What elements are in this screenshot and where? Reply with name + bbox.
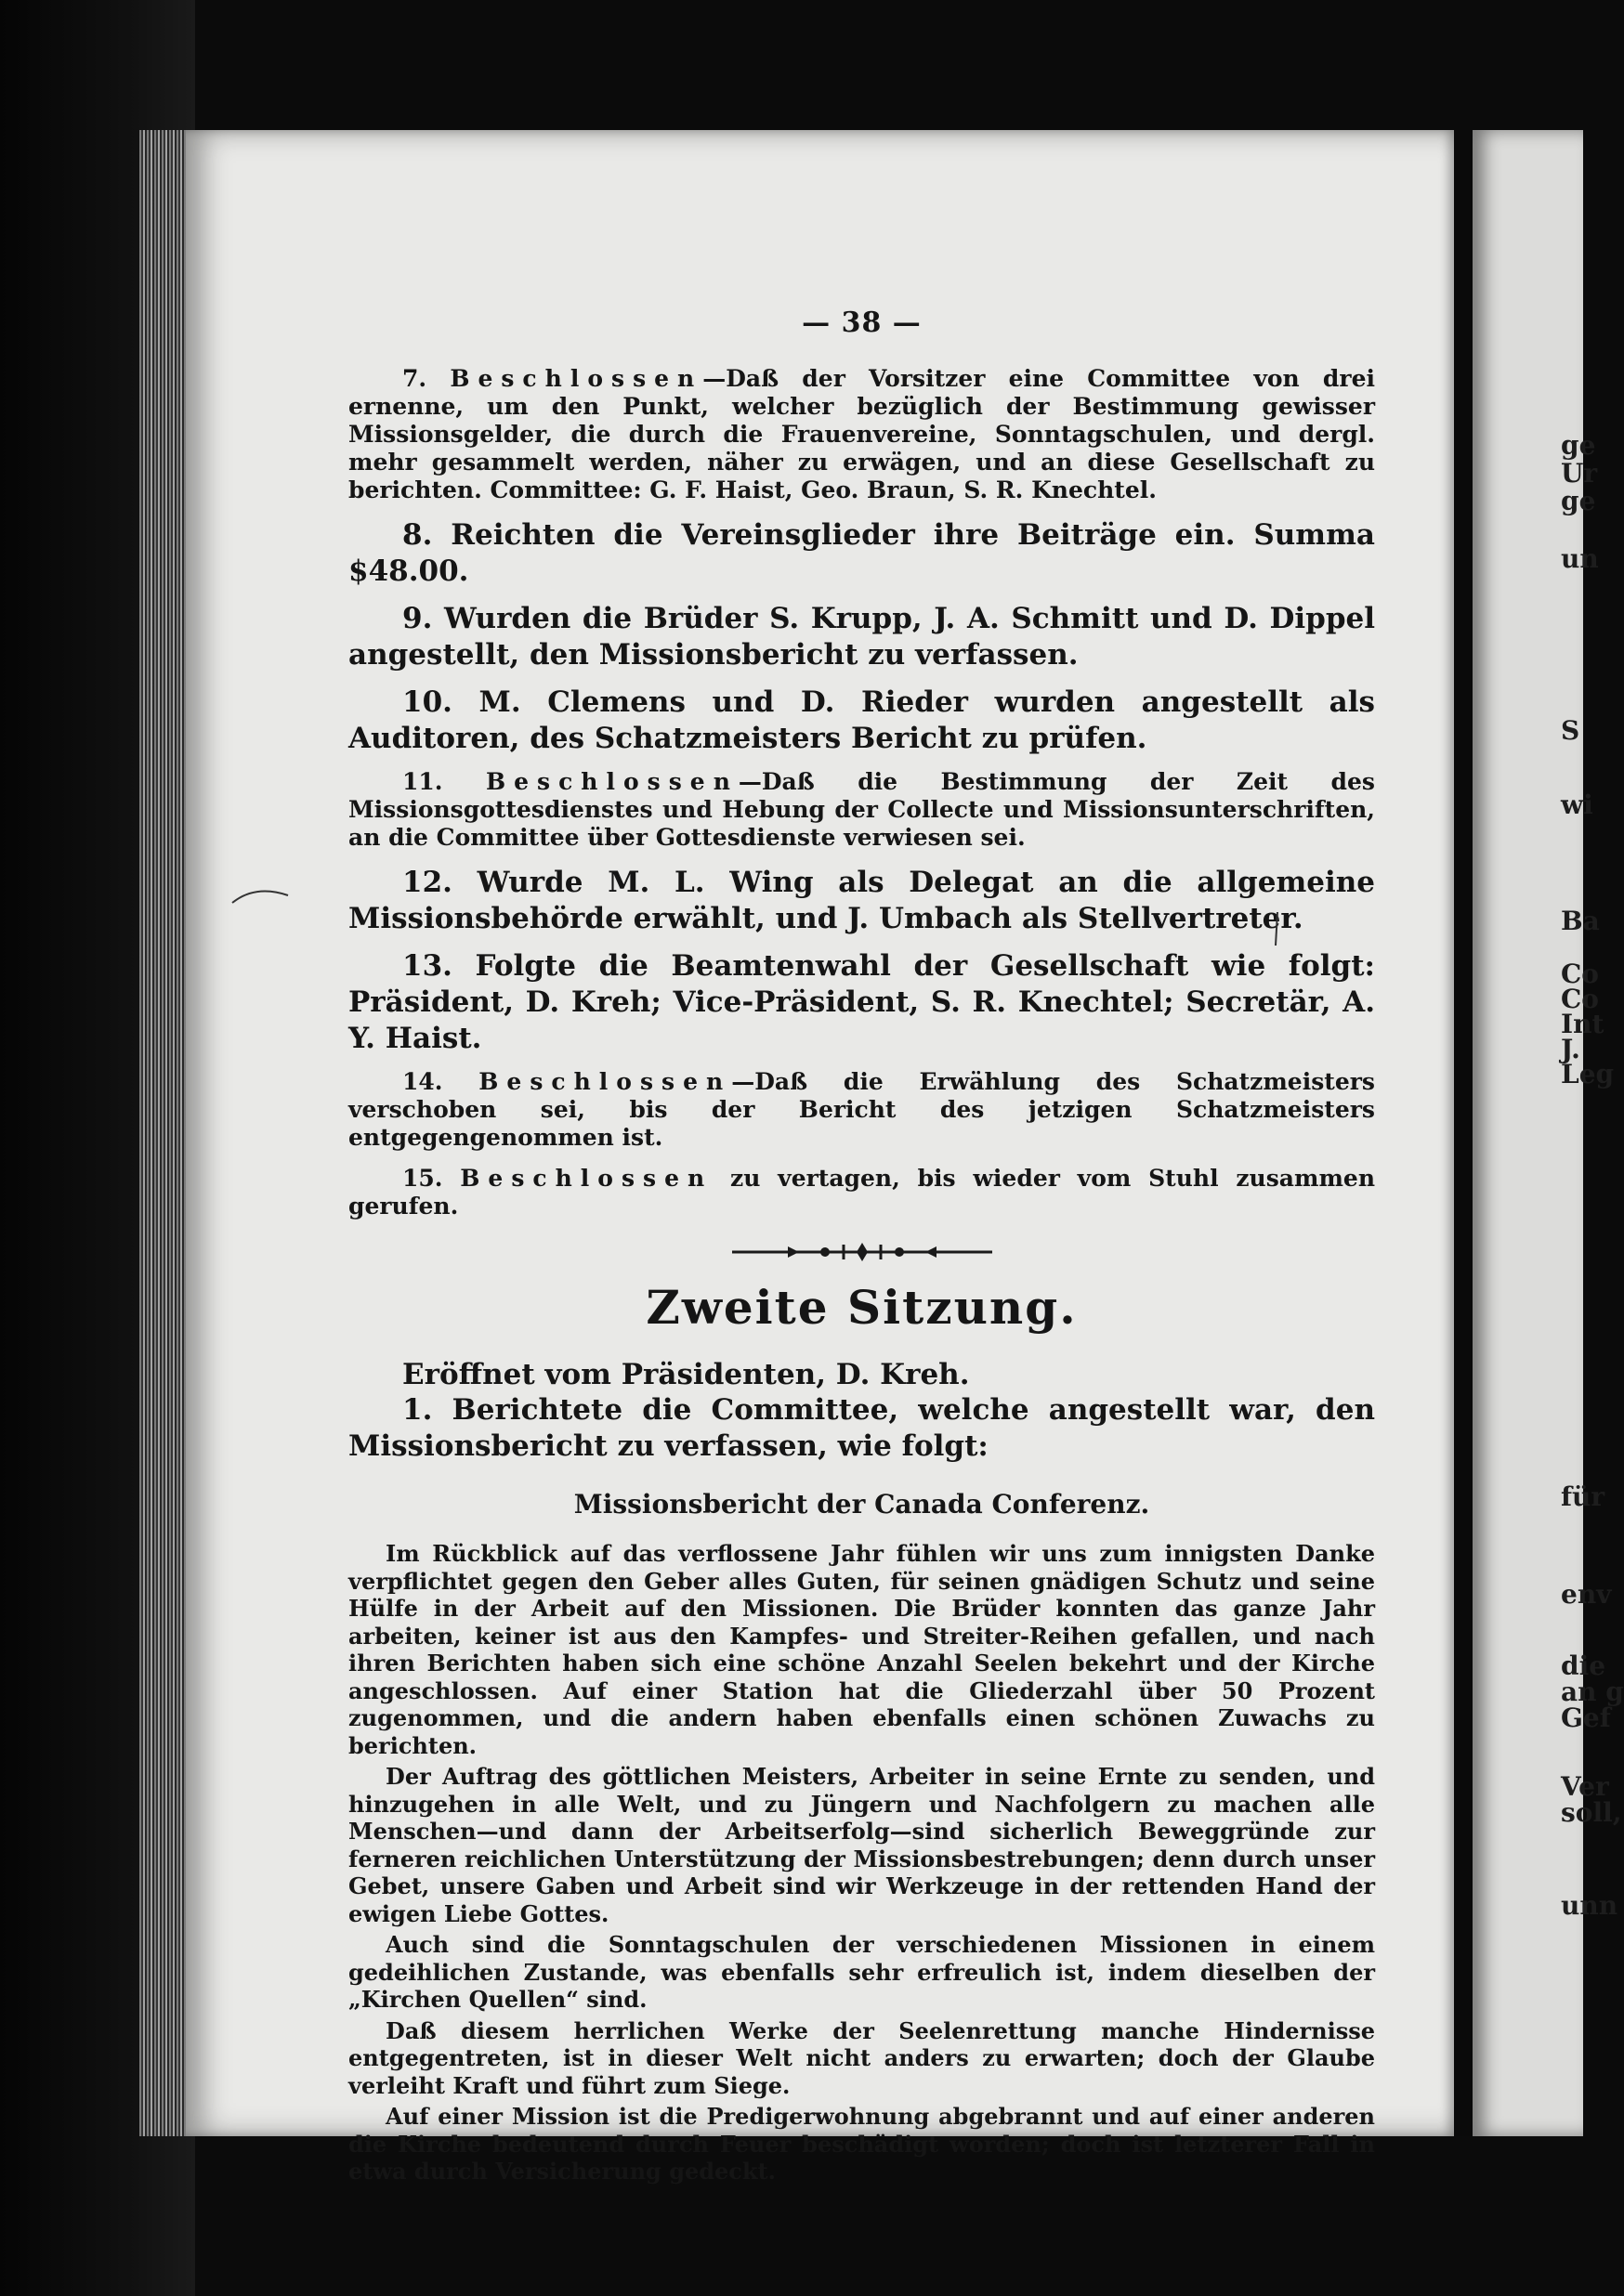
- session-opening: Eröffnet vom Präsidenten, D. Kreh.: [402, 1358, 970, 1391]
- report-paragraph: Auch sind die Sonntagschulen der verschiedenen Missionen in einem gedeihlichen Zustande, was ebenfalls sehr erfreulich ist, indem dieselben der „Kirchen Quellen“ sind.: [348, 1931, 1375, 2013]
- resolution-item-15: [348, 1165, 1375, 1220]
- resolution-item-14: [348, 1068, 1375, 1152]
- resolution-item-10: [348, 685, 1375, 757]
- item-text: zu vertagen, bis wieder vom Stuhl zusammen gerufen.: [348, 1165, 1375, 1220]
- report-title: Missionsbericht der Canada Conferenz.: [573, 1489, 1150, 1520]
- resolution-item-12: [348, 865, 1375, 937]
- facing-fragment-c: S: [1561, 715, 1580, 746]
- facing-fragment-j: Ver soll,: [1561, 1771, 1622, 1828]
- item-number: 11.: [402, 768, 443, 795]
- item-number: 15.: [402, 1165, 443, 1192]
- resolved-keyword: Beschlossen: [450, 365, 703, 392]
- item-text: —Daß der Vorsitzer eine Committee von drei ernenne, um den Punkt, welcher bezüglich der Bestimmung gewisser Missionsgelder, die durch die Frauenvereine, Sonntagschulen, und dergl. mehr gesammelt werden, näher zu erwägen, und an diese Gesellschaft zu berichten. Committee: G. F. Haist, Geo. Braun, S. R. Knechtel.: [348, 365, 1375, 503]
- item-text: Folgte die Beamtenwahl der Gesellschaft wie folgt: Präsident, D. Kreh; Vice-Präsident, S. R. Knechtel; Secretär, A. Y. Haist.: [348, 949, 1375, 1055]
- report-paragraph: Daß diesem herrlichen Werke der Seelenrettung manche Hindernisse entgegentreten, ist in dieser Welt nicht anders zu erwarten; doch der Glaube verleiht Kraft und führt zum Siege.: [348, 2016, 1375, 2099]
- session-item-1: [348, 1392, 1375, 1465]
- item-number: 8.: [402, 518, 433, 552]
- resolved-keyword: Beschlossen: [478, 1068, 732, 1095]
- facing-fragment-f: Co Co Int J. Leg: [1561, 959, 1615, 1089]
- resolution-item-9: [348, 601, 1375, 673]
- item-text: —Daß die Erwählung des Schatzmeisters verschoben sei, bis der Bericht des jetzigen Schatzmeisters entgegengenommen ist.: [348, 1068, 1375, 1151]
- section-heading: Zweite Sitzung.: [646, 1280, 1078, 1335]
- book-gutter: [1454, 130, 1473, 2136]
- item-number: 10.: [402, 685, 452, 719]
- facing-fragment-a: ge Ur ge: [1561, 430, 1598, 516]
- facing-fragment-e: Ba: [1561, 906, 1600, 936]
- item-number: 13.: [402, 949, 452, 983]
- item-text: M. Clemens und D. Rieder wurden angestellt als Auditoren, des Schatzmeisters Bericht zu prüfen.: [348, 685, 1375, 755]
- resolution-item-11: [348, 768, 1375, 852]
- ornament-icon: [732, 1241, 992, 1263]
- facing-fragment-k: unn: [1561, 1890, 1618, 1921]
- resolution-item-7: [348, 365, 1375, 504]
- facing-fragment-b: un: [1561, 543, 1599, 574]
- facing-fragment-d: wi: [1561, 789, 1593, 820]
- facing-page-fragment: [1473, 130, 1624, 2136]
- resolution-item-13: [348, 948, 1375, 1057]
- item-text: Wurde M. L. Wing als Delegat an die allgemeine Missionsbehörde erwählt, und J. Umbach als Stellvertreter.: [348, 866, 1376, 935]
- facing-fragment-h: env: [1561, 1579, 1612, 1610]
- facing-fragment-g: für: [1561, 1481, 1605, 1512]
- item-text: —Daß die Bestimmung der Zeit des Missionsgottesdienstes und Hebung der Collecte und Missionsunterschriften, an die Committee über Gottesdienste verwiesen sei.: [348, 768, 1375, 851]
- resolved-keyword: Beschlossen: [485, 768, 739, 795]
- report-paragraph: Auf einer Mission ist die Predigerwohnung abgebrannt und auf einer anderen die Kirche bedeutend durch Feuer beschädigt worden; doch ist letzterer Fall in etwa durch Versicherung gedeckt.: [348, 2103, 1375, 2185]
- report-paragraph: Im Rückblick auf das verflossene Jahr fühlen wir uns zum innigsten Danke verpflichtet gegen den Geber alles Guten, für seinen gnädigen Schutz und seine Hülfe in der Arbeit auf den Missionen. Die Brüder konnten das ganze Jahr arbeiten, keiner ist aus den Kampfes- und Streiter-Reihen gefallen, und nach ihren Berichten haben sich eine schöne Anzahl Seelen bekehrt und der Kirche angeschlossen. Auf einer Station hat die Gliederzahl über 50 Prozent zugenommen, und die andern haben ebenfalls einen schönen Zuwachs zu berichten.: [348, 1540, 1375, 1759]
- item-number: 12.: [402, 866, 452, 899]
- report-paragraph: Der Auftrag des göttlichen Meisters, Arbeiter in seine Ernte zu senden, und hinzugehen in alle Welt, und zu Jüngern und Nachfolgern zu machen alle Menschen—und dann der Arbeitserfolg—sind sicherlich Beweggründe zur ferneren reichlichen Unterstützung der Missionsbestrebungen; denn durch unser Gebet, unsere Gaben und Arbeit sind wir Werkzeuge in der rettenden Hand der ewigen Liebe Gottes.: [348, 1763, 1375, 1927]
- page-number: — 38 —: [802, 307, 922, 339]
- pencil-mark: [228, 882, 293, 910]
- pencil-mark: [1268, 910, 1287, 947]
- item-text: Wurden die Brüder S. Krupp, J. A. Schmitt und D. Dippel angestellt, den Missionsbericht zu verfassen.: [348, 602, 1375, 672]
- resolution-item-8: [348, 517, 1375, 590]
- item-number: 7.: [402, 365, 427, 392]
- resolved-keyword: Beschlossen: [460, 1165, 714, 1192]
- item-number: 14.: [402, 1068, 443, 1095]
- item-text: Reichten die Vereinsglieder ihre Beiträge ein. Summa $48.00.: [348, 518, 1375, 588]
- item-number: 9.: [402, 602, 433, 635]
- item-number: 1.: [402, 1393, 433, 1427]
- item-text: Berichtete die Committee, welche angestellt war, den Missionsbericht zu verfassen, wie folgt:: [348, 1393, 1375, 1463]
- page-text-column: [348, 307, 1375, 2189]
- facing-fragment-i: die an g Gef: [1561, 1650, 1624, 1733]
- ornamental-divider: [348, 1241, 1375, 1263]
